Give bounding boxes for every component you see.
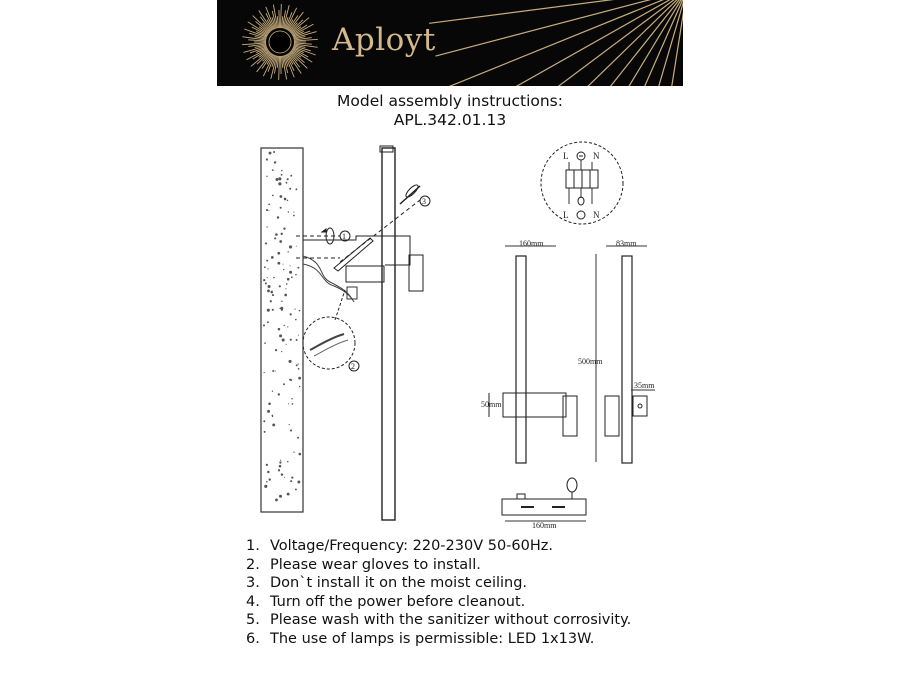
lamp-bar <box>382 148 395 520</box>
callout-2-label: 2 <box>351 362 355 371</box>
dim-front-width: 160mm <box>519 239 544 248</box>
front-view-bracket <box>503 393 566 417</box>
callout-1-label: 1 <box>342 232 346 241</box>
wire <box>303 256 352 299</box>
brand-name: Aployt <box>332 22 436 58</box>
instructions-list <box>246 537 631 648</box>
callout-3-label: 3 <box>422 197 426 206</box>
instruction-item: 6. The use of lamps is permissible: LED 1x13W. <box>246 630 595 647</box>
dim-bracket-height: 50mm <box>481 400 502 409</box>
front-view-bar <box>516 256 526 463</box>
wall-section <box>261 148 303 512</box>
instruction-item: 2. Please wear gloves to install. <box>246 556 481 573</box>
page-title: Model assembly instructions: <box>337 92 563 110</box>
instruction-item: 5. Please wash with the sanitizer without corrosivity. <box>246 612 632 628</box>
dim-side-depth: 83mm <box>616 239 637 248</box>
lamp-head <box>409 255 423 291</box>
detail-connector-zoom <box>303 317 355 369</box>
instruction-item: 1. Voltage/Frequency: 220-230V 50-60Hz. <box>246 538 553 554</box>
dim-mount-size: 35mm <box>634 381 655 390</box>
dim-bottom-width: 160mm <box>532 521 557 530</box>
wiring-L-top: L <box>563 151 569 161</box>
side-view-bar <box>622 256 632 463</box>
instruction-item: 3. Don`t install it on the moist ceiling. <box>246 575 528 591</box>
wiring-N-bottom: N <box>593 210 600 220</box>
bottom-view <box>502 499 586 515</box>
model-number: APL.342.01.13 <box>393 111 507 129</box>
dim-height: 500mm <box>578 357 603 366</box>
instruction-item: 4. Turn off the power before cleanout. <box>246 593 526 610</box>
wiring-N-top: N <box>593 151 600 161</box>
mount-bracket <box>303 236 410 265</box>
side-view-mount <box>633 396 647 416</box>
wiring-L-bottom: L <box>563 210 569 220</box>
